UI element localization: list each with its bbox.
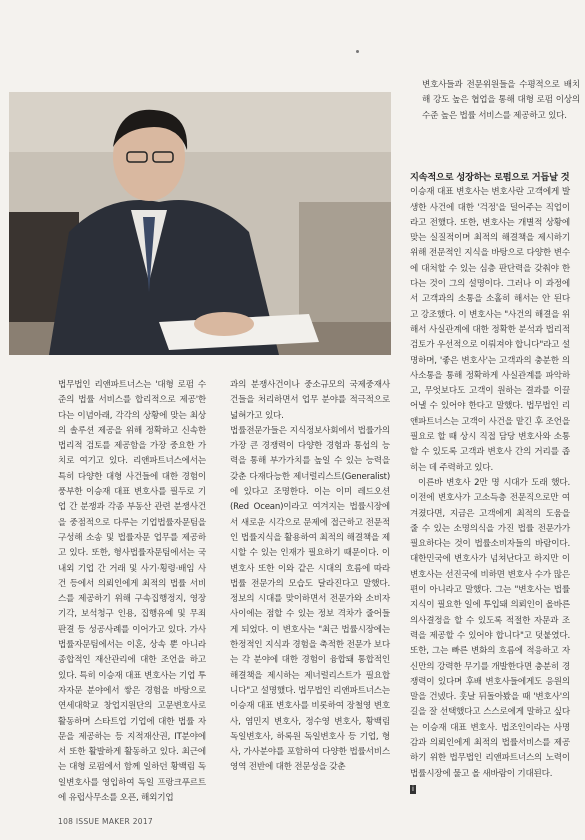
section-heading: 지속적으로 성장하는 로펌으로 거듭날 것 xyxy=(410,172,570,183)
body-paragraph: 과의 분쟁사건이나 중소규모의 국제중재사건들을 처리하면서 업무 분야를 적극적으로 넓혀가고 있다. 법률전문가들은 지식정보사회에서 법률가의 가장 큰 경쟁력이 다양한 경험과 통섭의 능력을 통해 부가가치를 높일 수 있는 능력을 갖춘 다재다능한 제너럴리스트(Generalist)에 있다고 조명한다. 이는 이미 레드오션(Red Ocean)이라고 여겨지는 법률시장에서 새로운 시각으로 문제에 접근하고 전문적인 법률지식을 활용하여 최적의 해결책을 제시할 수 있는 인재가 필요하기 때문이다. 이 변호사 또한 이와 같은 시대의 흐름에 따라 법률 전문가의 모습도 달라진다고 말했다. 정보의 시대를 맞이하면서 전문가와 소비자 사이에는 점할 수 있는 정보 격차가 줄어들게 되었다. 이 변호사는 "최근 법률시장에는 한정적인 지식과 경험을 축적한 전문가 보다는 각 분야에 대한 경험이 융합돼 통합적인 해결책을 제시하는 제너럴리스트가 필요합니다"고 설명했다. 법무법인 리앤파트너스는 이승재 대표 변호사를 비롯하여 장철영 변호사, 염민지 변호사, 정수영 변호사, 황백림 독일변호사, 하록원 독일변호사 등 기업, 형사, 가사분야를 포함하여 다양한 법률서비스 영역 전반에 대한 전문성을 갖춘 xyxy=(230,380,390,773)
page-footer: 108 ISSUE MAKER 2017 xyxy=(58,817,153,826)
body-paragraph: 이승재 대표 변호사는 변호사란 고객에게 발생한 사건에 대한 '걱정'을 덜어주는 직업이라고 전했다. 또한, 변호사는 개별적 상황에 맞는 실질적이며 최적의 해결책을 제시하기 위해 전문적인 지식을 바탕으로 다양한 변수에 대처할 수 있는 심층 판단력을 갖춰야 한다는 것이 그의 설명이다. 그러나 이 과정에서 고객과의 소통을 소홀히 해서는 안 된다고 강조했다. 이 변호사는 "사건의 해결을 위해서 사실관계에 대한 정확한 분석과 법리적 검토가 우선적으로 이뤄져야 합니다"라고 설명하며, '좋은 변호사'는 고객과의 충분한 의사소통을 통해 정확하게 사실관계를 파악하고, 무엇보다도 고객이 원하는 결과를 이끌어낼 수 있어야 한다고 말했다. 법무법인 리앤파트너스는 고객이 사건을 맡긴 후 조언을 필요로 할 때 상시 직접 담당 변호사와 소통할 수 있도록 고객과 변호사 간의 거리를 좁히는 데 주력하고 있다. xyxy=(410,187,570,473)
column-1 xyxy=(58,378,206,806)
page-dot xyxy=(356,50,359,53)
column-3-top xyxy=(422,78,580,124)
body-paragraph: 이른바 변호사 2만 명 시대가 도래 했다. 이전에 변호사가 고소득층 전문직으로만 여겨졌다면, 지금은 고객에게 최적의 도움을 줄 수 있는 소명의식을 가진 법률 전문가가 필요하다는 것이 법률소비자들의 바람이다. 대한민국에 변호사가 넘쳐난다고 하지만 이 변호사는 선진국에 비하면 변호사 수가 많은 편이 아니라고 말했다. 그는 "변호사는 법률 지식이 필요한 일에 투입돼 의뢰인이 올바른 의사결정을 할 수 있도록 적절한 자문과 조력을 제공할 수 있어야 합니다"고 덧붙였다. 또한, 그는 빠른 변화의 흐름에 적응하고 자신만의 강력한 무기를 개발한다면 충분히 경쟁력이 있다며 후배 변호사들에게도 응원의 말을 건넸다. 훗날 뒤돌아봤을 때 '변호사'의 길을 잘 선택했다고 스스로에게 말하고 싶다는 이승재 대표 변호사. 법조인이라는 사명감과 의뢰인에게 최적의 법률서비스를 제공하기 위한 법무법인 리앤파트너스의 노력이 법률시장에 물고 올 새바람이 기대된다. xyxy=(410,477,570,779)
body-paragraph: 변호사들과 전문위원들을 수평적으로 배치해 강도 높은 협업을 통해 대형 로펌 이상의 수준 높은 법률 서비스를 제공하고 있다. xyxy=(422,80,580,121)
column-3 xyxy=(410,170,570,797)
end-mark: i xyxy=(412,784,414,793)
body-paragraph: 법무법인 리앤파트너스는 '대형 로펌 수준의 법률 서비스를 합리적으로 제공'한다는 이념아래, 각각의 상황에 맞는 최상의 솔루션 제공을 위해 정확하고 신속한 법리적 검토를 제공함을 가장 중요한 가치로 여기고 있다. 리앤파트너스에서는 특히 다양한 대형 사건들에 대한 경험이 풍부한 이승재 대표 변호사를 필두로 기업 간 분쟁과 각종 부동산 관련 분쟁사건을 중점적으로 다루는 기업법률자문팀을 구성해 소송 및 법률자문 업무를 제공하고 있다. 또한, 형사법률자문팀에서는 국내외 기업 간 거래 및 사기·횡령·배임 사건 등에서 의뢰인에게 최적의 법률 서비스를 제공하기 위해 구속집행정지, 영장기각, 보석청구 인용, 집행유예 및 무죄 판결 등 성공사례를 이어가고 있다. 가사법률자문팀에서는 이혼, 상속 뿐 아니라 종합적인 재산관리에 대한 조언을 하고 있다. 특히 이승재 대표 변호사는 기업 투자자문 분야에서 쌓은 경험을 바탕으로 연세대학교 창업지원단의 고문변호사로 활동하며 스타트업 기업에 대한 법률 자문을 제공하는 등 지적재산권, IT분야에서 또한 활발하게 활동하고 있다. 최근에는 대형 로펌에서 함께 일하던 황백림 독일변호사를 영입하여 독일 프랑크푸르트에 유럽사무소를 오픈, 해외기업 xyxy=(58,380,206,804)
column-2 xyxy=(230,378,390,776)
portrait-photo xyxy=(9,92,391,355)
